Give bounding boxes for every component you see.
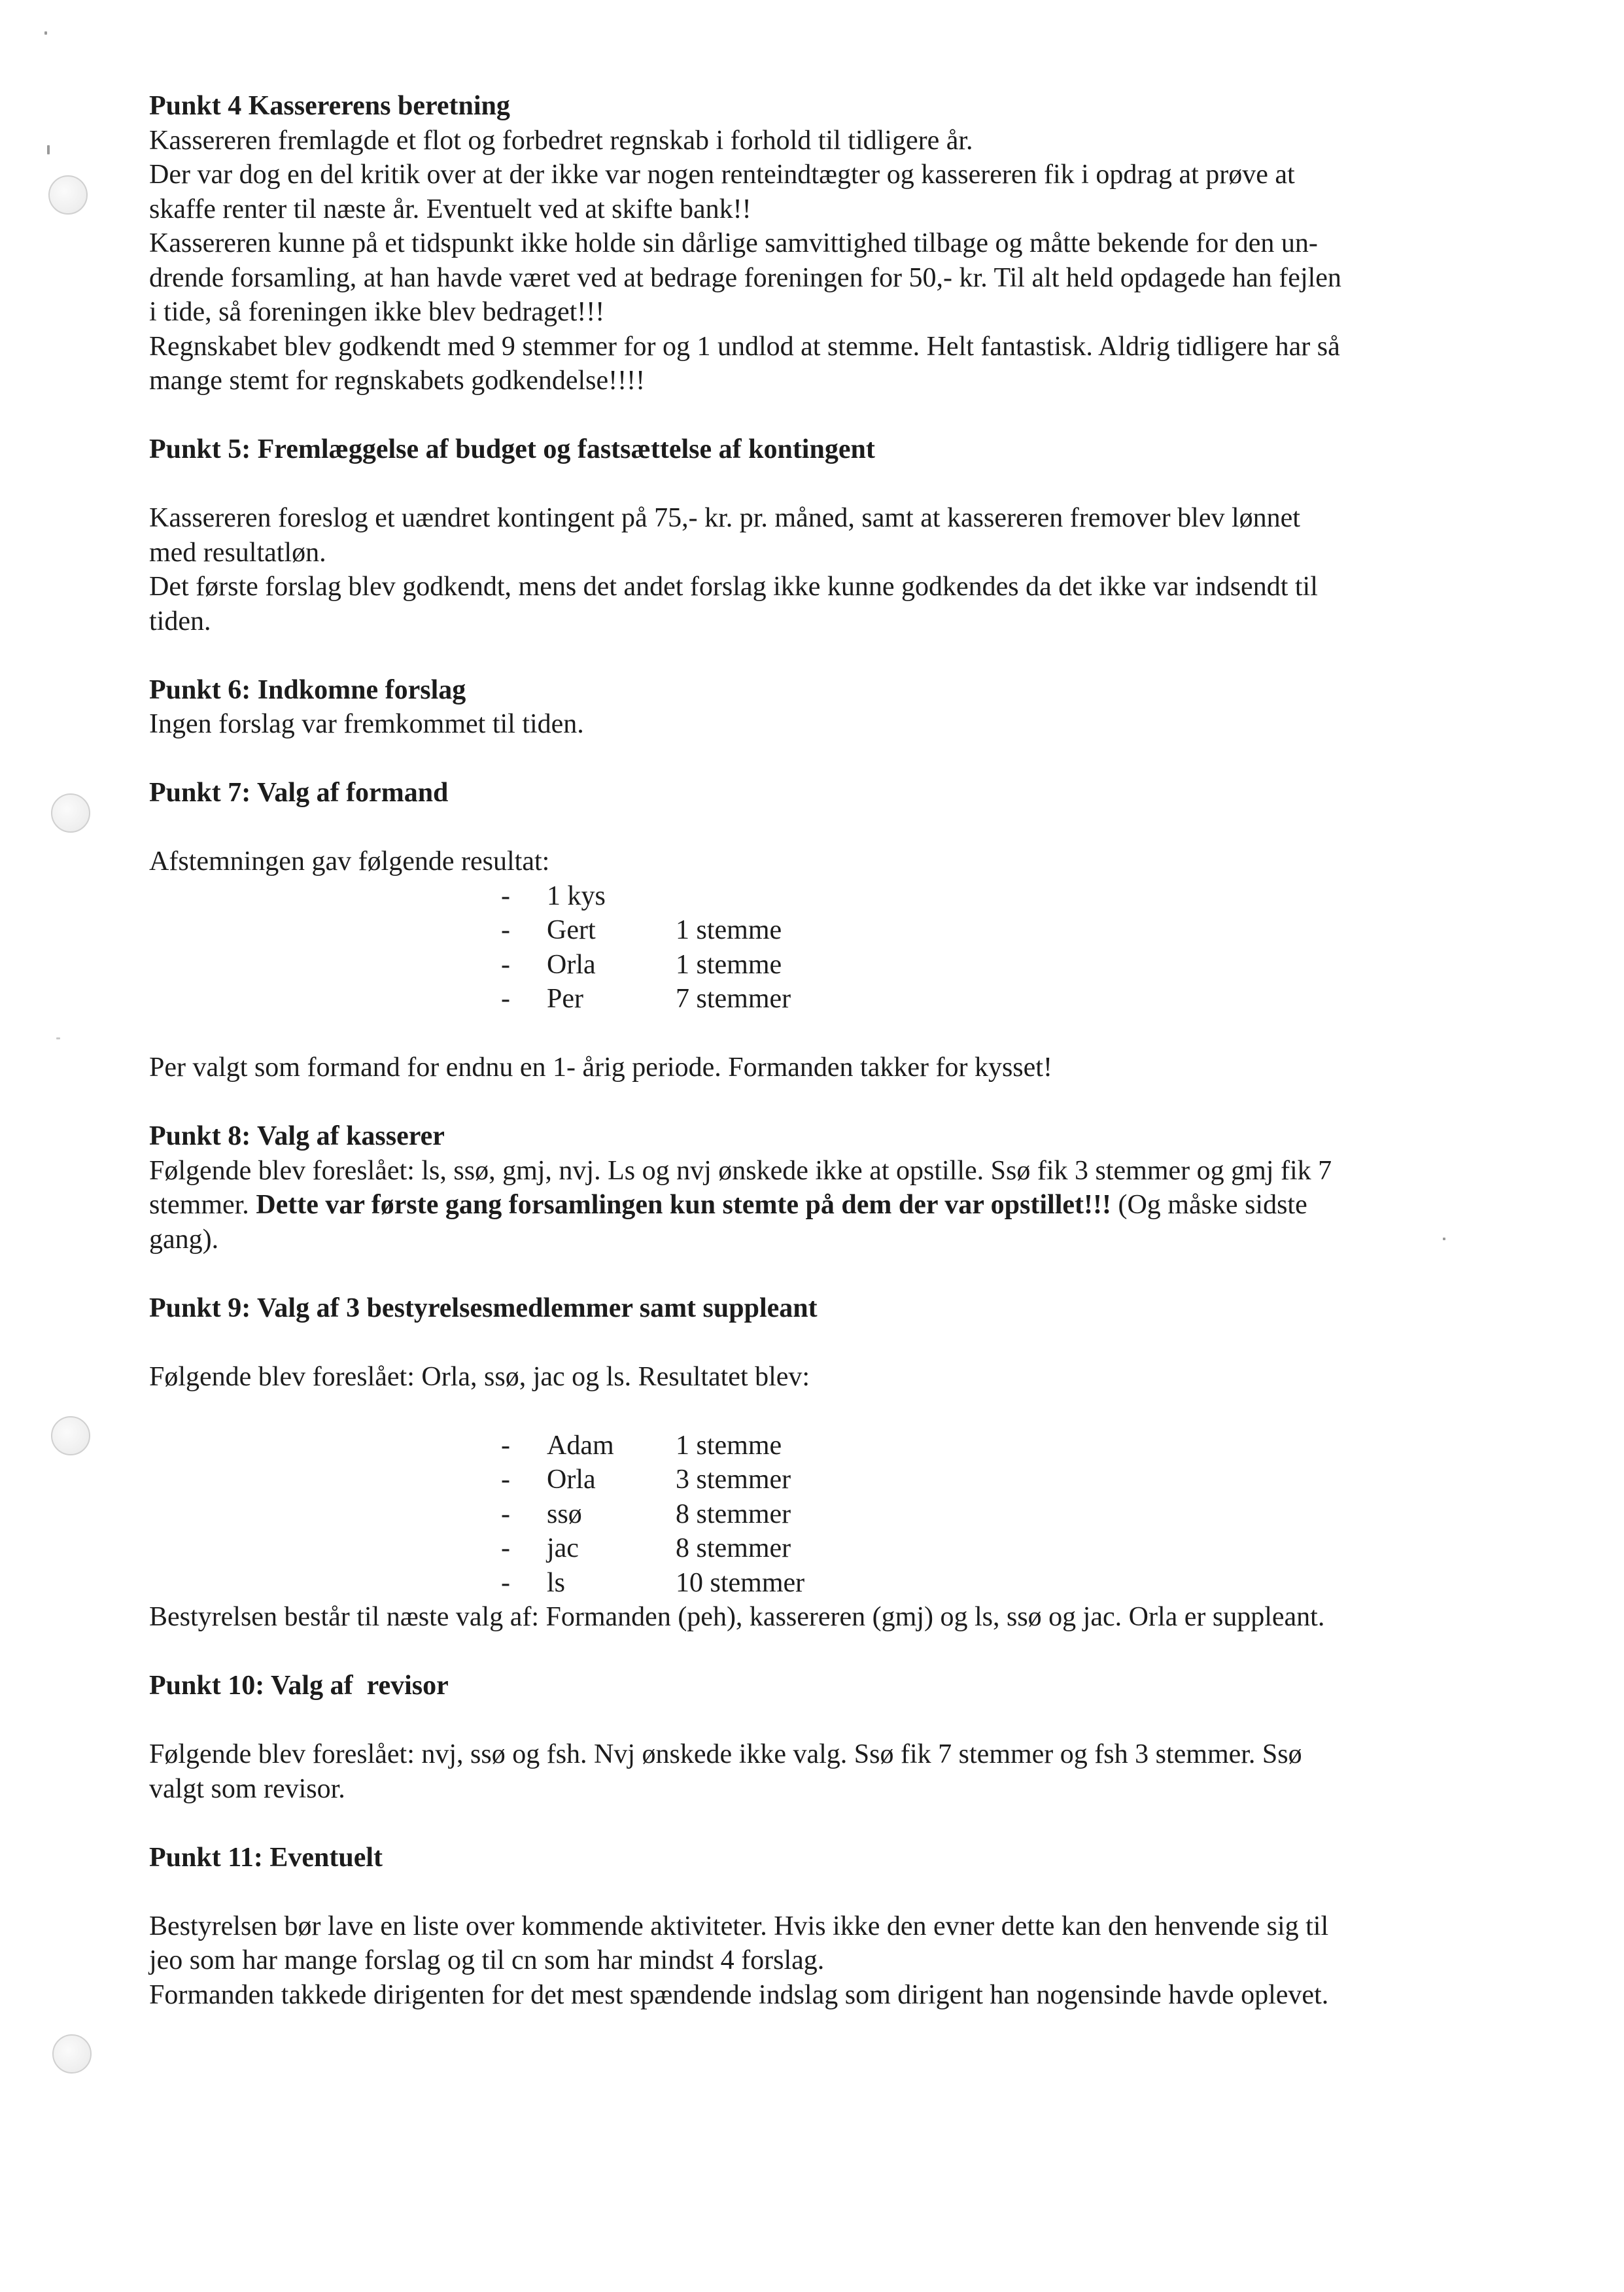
section-heading: Punkt 7: Valg af formand: [149, 778, 449, 808]
paragraph-line: Per valgt som formand for endnu en 1- årig periode. Formanden takker for kysset!: [149, 1052, 1052, 1083]
paragraph-line: gang).: [149, 1224, 219, 1255]
section-punkt-11: [149, 1841, 1477, 2013]
section-punkt-8: [149, 1119, 1477, 1257]
paragraph-line: mange stemt for regnskabets godkendelse!!!!: [149, 366, 646, 396]
section-punkt-5: [149, 432, 1477, 638]
vote-row: - Per 7 stemmer: [149, 982, 1477, 1016]
punch-hole-3: [51, 1416, 90, 1455]
vote-row: - Gert 1 stemme: [149, 913, 1477, 948]
paragraph-line: Der var dog en del kritik over at der ikke var nogen renteindtægter og kassereren fik i opdrag at prøve at: [149, 160, 1295, 190]
paragraph-line: Formanden takkede dirigenten for det mest spændende indslag som dirigent han nogensinde havde oplevet.: [149, 1979, 1329, 2010]
paragraph-line: Kassereren fremlagde et flot og forbedret regnskab i forhold til tidligere år.: [149, 125, 973, 156]
emphasis-text: Dette var første gang forsamlingen kun stemte på dem der var opstillet!!!: [256, 1190, 1111, 1220]
paragraph-text: stemmer.: [149, 1190, 256, 1220]
vote-count: 8 stemmer: [676, 1533, 791, 1563]
section-punkt-4: [149, 89, 1477, 398]
vote-candidate: 1 kys: [547, 880, 606, 911]
paragraph-line: jeo som har mange forslag og til cn som har mindst 4 forslag.: [149, 1945, 825, 1975]
vote-count: 8 stemmer: [676, 1499, 791, 1529]
scan-speck: [44, 31, 47, 35]
paragraph-line: Ingen forslag var fremkommet til tiden.: [149, 709, 584, 739]
vote-candidate: ssø: [547, 1499, 582, 1529]
vote-candidate: Gert: [547, 915, 596, 945]
paragraph-line: Følgende blev foreslået: ls, ssø, gmj, nvj. Ls og nvj ønskede ikke at opstille. Ssø fik 3 stemmer og gmj fik 7: [149, 1155, 1332, 1186]
paragraph-line: Bestyrelsen består til næste valg af: Formanden (peh), kassereren (gmj) og ls, ssø og jac. Orla er suppleant.: [149, 1602, 1325, 1632]
scan-speck: [56, 1037, 60, 1039]
vote-candidate: Orla: [547, 1465, 596, 1495]
vote-row: - Orla 1 stemme: [149, 948, 1477, 982]
punch-hole-1: [48, 175, 88, 215]
paragraph-line: Følgende blev foreslået: nvj, ssø og fsh. Nvj ønskede ikke valg. Ssø fik 7 stemmer og fsh 3 stemmer. Ssø: [149, 1739, 1302, 1769]
vote-row: - Orla 3 stemmer: [149, 1463, 1477, 1497]
section-heading: Punkt 9: Valg af 3 bestyrelsesmedlemmer samt suppleant: [149, 1293, 818, 1323]
scan-speck: [47, 145, 50, 154]
paragraph-line: Kassereren foreslog et uændret kontingent på 75,- kr. pr. måned, samt at kassereren fremover blev lønnet: [149, 503, 1300, 533]
section-heading: Punkt 11: Eventuelt: [149, 1842, 383, 1873]
vote-candidate: Adam: [547, 1430, 614, 1461]
paragraph-line: tiden.: [149, 606, 211, 636]
punch-hole-4: [52, 2034, 92, 2074]
section-punkt-7: [149, 776, 1477, 1085]
paragraph-line: Afstemningen gav følgende resultat:: [149, 846, 550, 877]
vote-candidate: ls: [547, 1567, 566, 1598]
paragraph-line: [149, 1188, 1477, 1223]
paragraph-line: valgt som revisor.: [149, 1773, 345, 1804]
punch-hole-2: [51, 793, 90, 833]
section-heading: Punkt 5: Fremlæggelse af budget og fastsættelse af kontingent: [149, 434, 875, 464]
vote-count: 7 stemmer: [676, 984, 791, 1014]
paragraph-text: (Og måske sidste: [1111, 1190, 1307, 1220]
vote-list-formand: [149, 879, 1477, 1016]
vote-candidate: Orla: [547, 949, 596, 980]
paragraph-line: Regnskabet blev godkendt med 9 stemmer for og 1 undlod at stemme. Helt fantastisk. Aldrig tidligere har så: [149, 331, 1340, 362]
vote-count: 1 stemme: [676, 949, 782, 980]
vote-row: - ssø 8 stemmer: [149, 1497, 1477, 1532]
paragraph-line: Bestyrelsen bør lave en liste over kommende aktiviteter. Hvis ikke den evner dette kan den henvende sig til: [149, 1911, 1329, 1941]
paragraph-line: Det første forslag blev godkendt, mens det andet forslag ikke kunne godkendes da det ikke var indsendt til: [149, 572, 1318, 602]
vote-count: 10 stemmer: [676, 1567, 805, 1598]
vote-count: 1 stemme: [676, 1430, 782, 1461]
vote-candidate: jac: [547, 1533, 579, 1563]
paragraph-line: drende forsamling, at han havde været ved at bedrage foreningen for 50,- kr. Til alt held opdagede han fejlen: [149, 262, 1341, 293]
paragraph-line: i tide, så foreningen ikke blev bedraget!!!: [149, 297, 605, 327]
document-body: [149, 89, 1477, 2012]
vote-count: 1 stemme: [676, 915, 782, 945]
section-punkt-9: [149, 1291, 1477, 1635]
vote-list-bestyrelse: [149, 1429, 1477, 1601]
paragraph-line: Kassereren kunne på et tidspunkt ikke holde sin dårlige samvittighed tilbage og måtte bekende for den un-: [149, 228, 1318, 258]
section-heading: Punkt 4 Kassererens beretning: [149, 91, 510, 121]
paragraph-line: med resultatløn.: [149, 537, 326, 568]
vote-row: - jac 8 stemmer: [149, 1531, 1477, 1566]
vote-row: - 1 kys: [149, 879, 1477, 914]
section-punkt-6: [149, 673, 1477, 742]
paragraph-line: skaffe renter til næste år. Eventuelt ved at skifte bank!!: [149, 194, 752, 224]
vote-candidate: Per: [547, 984, 583, 1014]
vote-row: - Adam 1 stemme: [149, 1429, 1477, 1463]
section-heading: Punkt 10: Valg af revisor: [149, 1671, 449, 1701]
paragraph-line: Følgende blev foreslået: Orla, ssø, jac og ls. Resultatet blev:: [149, 1361, 810, 1392]
vote-count: 3 stemmer: [676, 1465, 791, 1495]
section-heading: Punkt 6: Indkomne forslag: [149, 674, 466, 705]
vote-row: - ls 10 stemmer: [149, 1566, 1477, 1601]
section-heading: Punkt 8: Valg af kasserer: [149, 1121, 445, 1151]
section-punkt-10: [149, 1669, 1477, 1806]
